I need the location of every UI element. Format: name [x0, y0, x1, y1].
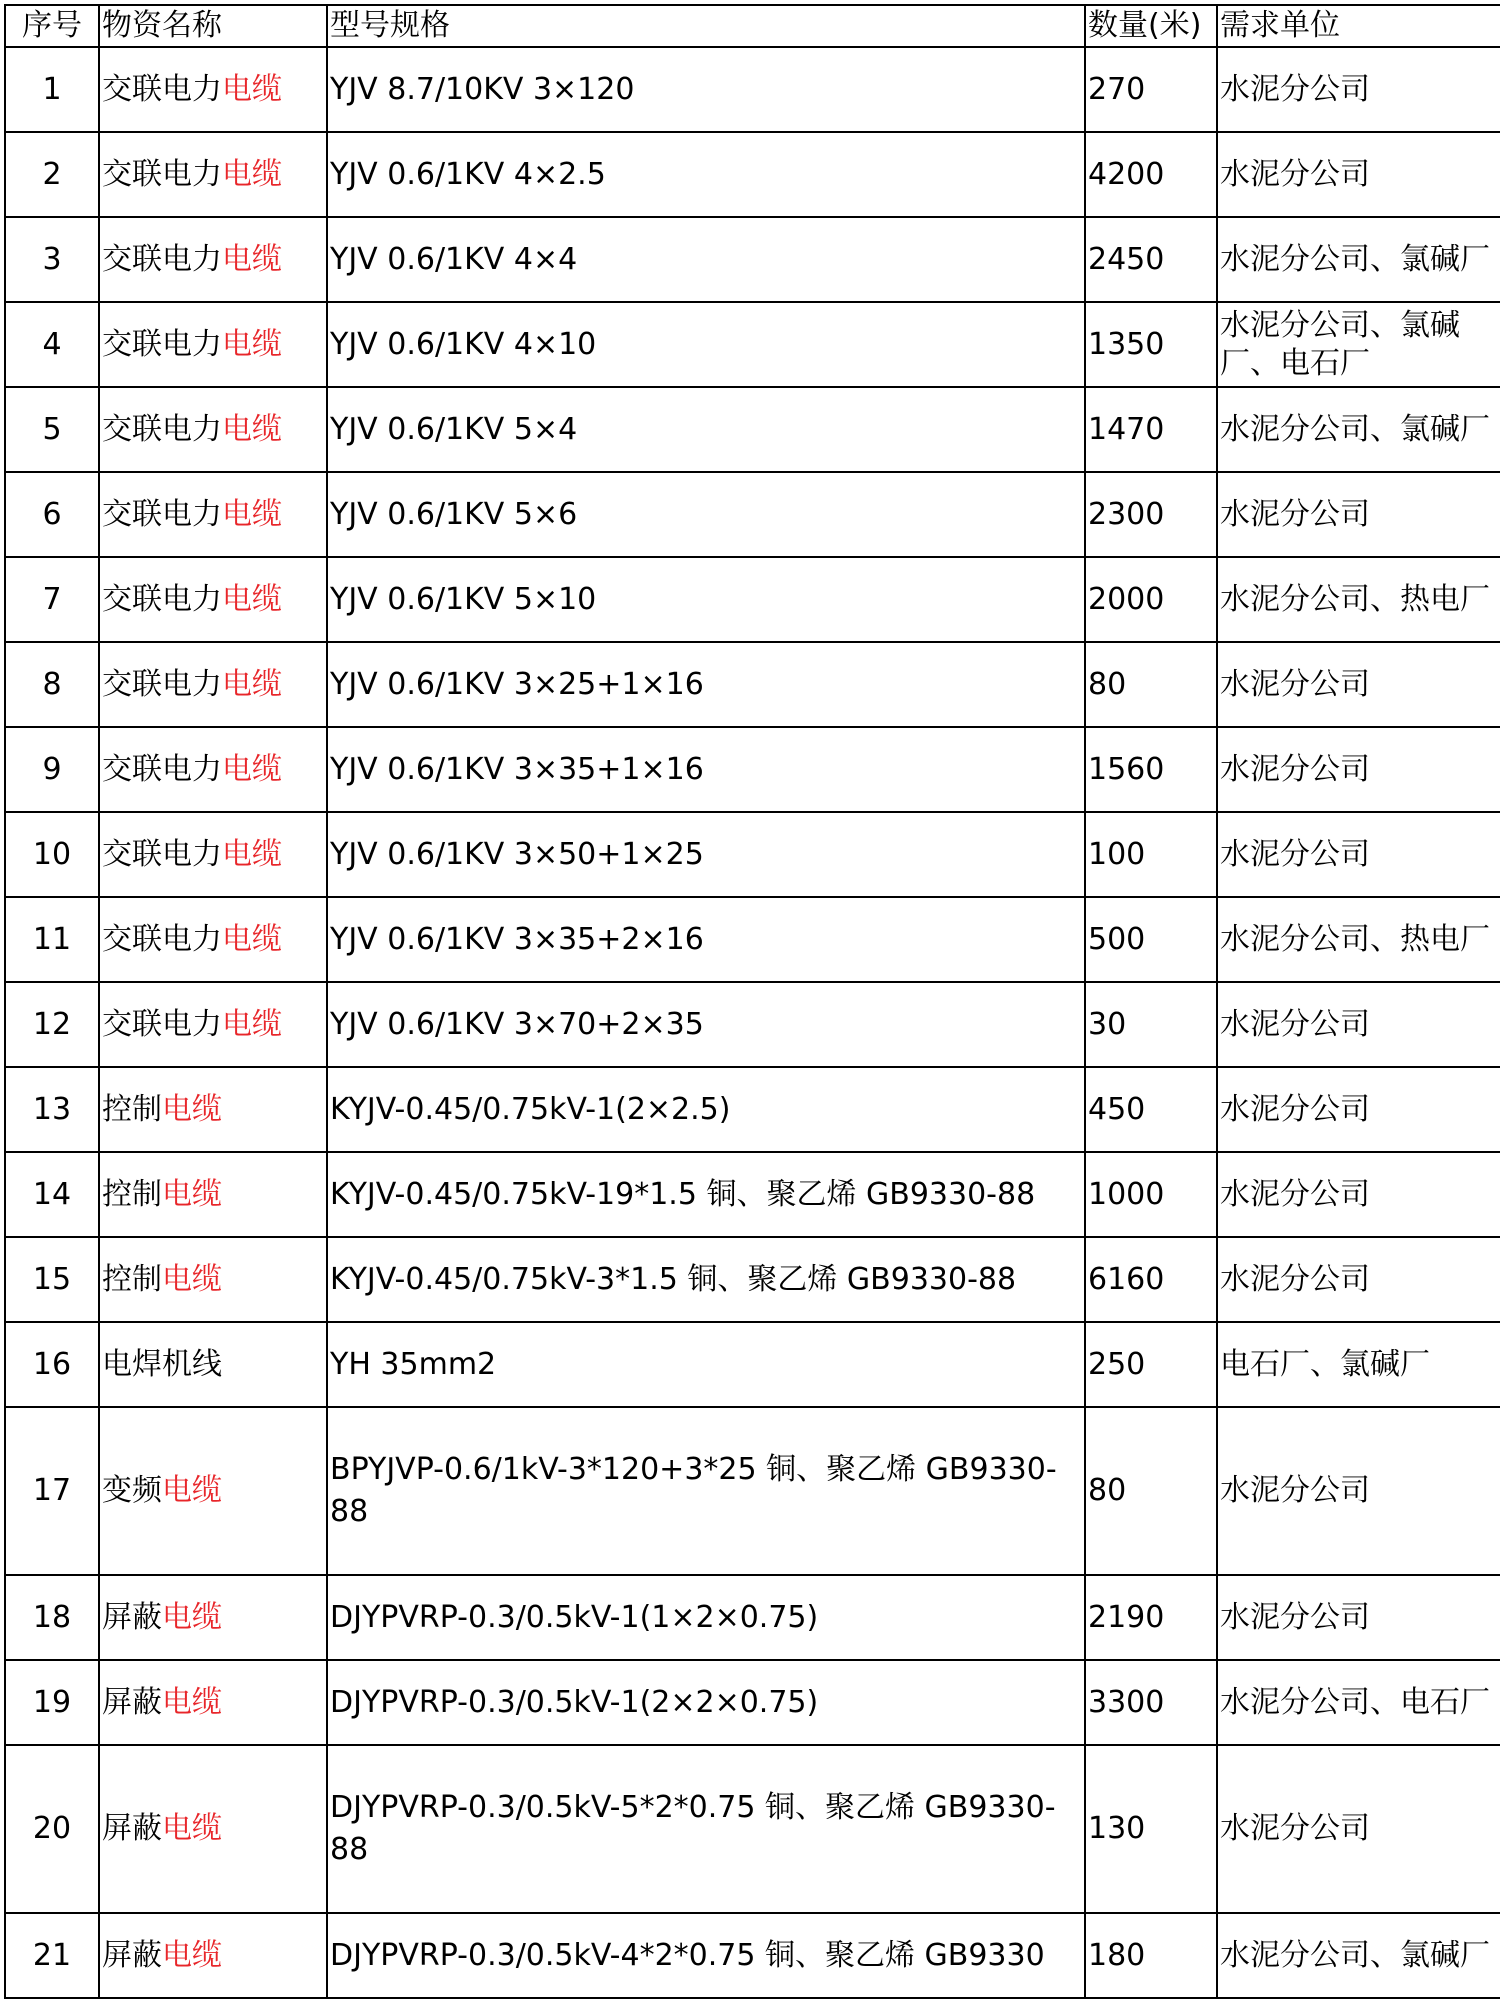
model-spec: YJV 0.6/1KV 5×4 — [327, 387, 1085, 472]
model-spec: YJV 0.6/1KV 3×35+1×16 — [327, 727, 1085, 812]
material-name — [99, 557, 327, 642]
requesting-unit: 水泥分公司、热电厂 — [1217, 557, 1500, 642]
material-name — [99, 812, 327, 897]
quantity: 4200 — [1085, 132, 1217, 217]
model-spec: DJYPVRP-0.3/0.5kV-1(2×2×0.75) — [327, 1660, 1085, 1745]
requesting-unit: 水泥分公司、电石厂 — [1217, 1660, 1500, 1745]
requesting-unit: 水泥分公司 — [1217, 1575, 1500, 1660]
material-name-highlight: 电缆 — [162, 1811, 222, 1847]
requesting-unit: 水泥分公司 — [1217, 1067, 1500, 1152]
header-spec: 型号规格 — [327, 5, 1085, 47]
material-name-text: 屏蔽 — [102, 1684, 162, 1720]
material-name-text: 屏蔽 — [102, 1811, 162, 1847]
header-unit: 需求单位 — [1217, 5, 1500, 47]
table-row — [5, 897, 1500, 982]
quantity: 180 — [1085, 1913, 1217, 1998]
quantity: 100 — [1085, 812, 1217, 897]
row-number: 8 — [5, 642, 99, 727]
material-name — [99, 387, 327, 472]
header-no: 序号 — [5, 5, 99, 47]
material-name-text: 控制 — [102, 1261, 162, 1297]
material-name — [99, 1407, 327, 1575]
material-name-highlight: 电缆 — [162, 1091, 222, 1127]
model-spec: BPYJVP-0.6/1kV-3*120+3*25 铜、聚乙烯 GB9330-88 — [327, 1407, 1085, 1575]
quantity: 80 — [1085, 1407, 1217, 1575]
requesting-unit: 水泥分公司 — [1217, 1745, 1500, 1913]
material-name-text: 交联电力 — [102, 241, 222, 277]
row-number: 1 — [5, 47, 99, 132]
requesting-unit: 水泥分公司 — [1217, 1407, 1500, 1575]
quantity: 2450 — [1085, 217, 1217, 302]
table-row — [5, 217, 1500, 302]
quantity: 250 — [1085, 1322, 1217, 1407]
model-spec: YJV 0.6/1KV 4×4 — [327, 217, 1085, 302]
material-name-highlight: 电缆 — [222, 666, 282, 702]
quantity: 3300 — [1085, 1660, 1217, 1745]
material-name-highlight: 电缆 — [222, 326, 282, 362]
material-name-highlight: 电缆 — [162, 1261, 222, 1297]
material-name-text: 控制 — [102, 1091, 162, 1127]
material-name-text: 交联电力 — [102, 156, 222, 192]
row-number: 13 — [5, 1067, 99, 1152]
row-number: 2 — [5, 132, 99, 217]
material-name — [99, 897, 327, 982]
material-name — [99, 1152, 327, 1237]
quantity: 450 — [1085, 1067, 1217, 1152]
table-row — [5, 642, 1500, 727]
material-name — [99, 1237, 327, 1322]
row-number: 16 — [5, 1322, 99, 1407]
requesting-unit: 水泥分公司、热电厂 — [1217, 897, 1500, 982]
material-name — [99, 1067, 327, 1152]
material-name-highlight: 电缆 — [162, 1684, 222, 1720]
material-name-highlight: 电缆 — [162, 1176, 222, 1212]
material-name-text: 交联电力 — [102, 921, 222, 957]
quantity: 130 — [1085, 1745, 1217, 1913]
requesting-unit: 水泥分公司、氯碱厂、电石厂 — [1217, 302, 1500, 387]
requesting-unit: 水泥分公司 — [1217, 472, 1500, 557]
row-number: 5 — [5, 387, 99, 472]
materials-table — [4, 4, 1500, 1999]
requesting-unit: 水泥分公司 — [1217, 812, 1500, 897]
row-number: 4 — [5, 302, 99, 387]
header-row — [5, 5, 1500, 47]
material-name-highlight: 电缆 — [222, 921, 282, 957]
model-spec: YJV 0.6/1KV 5×10 — [327, 557, 1085, 642]
material-name-text: 交联电力 — [102, 836, 222, 872]
requesting-unit: 水泥分公司、氯碱厂 — [1217, 387, 1500, 472]
header-qty: 数量(米) — [1085, 5, 1217, 47]
material-name-text: 交联电力 — [102, 496, 222, 532]
table-row — [5, 387, 1500, 472]
material-name-highlight: 电缆 — [222, 156, 282, 192]
material-name-text: 变频 — [102, 1473, 162, 1509]
model-spec: YJV 0.6/1KV 3×50+1×25 — [327, 812, 1085, 897]
row-number: 3 — [5, 217, 99, 302]
table-row — [5, 812, 1500, 897]
quantity: 2300 — [1085, 472, 1217, 557]
quantity: 1000 — [1085, 1152, 1217, 1237]
material-name — [99, 642, 327, 727]
requesting-unit: 水泥分公司 — [1217, 1152, 1500, 1237]
material-name-highlight: 电缆 — [222, 411, 282, 447]
table-row — [5, 982, 1500, 1067]
material-name-text: 交联电力 — [102, 326, 222, 362]
material-name — [99, 1913, 327, 1998]
material-name-text: 交联电力 — [102, 581, 222, 617]
model-spec: YJV 0.6/1KV 5×6 — [327, 472, 1085, 557]
row-number: 21 — [5, 1913, 99, 1998]
requesting-unit: 水泥分公司 — [1217, 47, 1500, 132]
material-name-text: 屏蔽 — [102, 1599, 162, 1635]
quantity: 1350 — [1085, 302, 1217, 387]
model-spec: DJYPVRP-0.3/0.5kV-1(1×2×0.75) — [327, 1575, 1085, 1660]
model-spec: YJV 0.6/1KV 3×35+2×16 — [327, 897, 1085, 982]
table-row — [5, 1237, 1500, 1322]
table-row — [5, 472, 1500, 557]
row-number: 12 — [5, 982, 99, 1067]
material-name-text: 交联电力 — [102, 411, 222, 447]
material-name-text: 交联电力 — [102, 71, 222, 107]
material-name-text: 控制 — [102, 1176, 162, 1212]
requesting-unit: 水泥分公司 — [1217, 727, 1500, 812]
table-row — [5, 557, 1500, 642]
header-name: 物资名称 — [99, 5, 327, 47]
requesting-unit: 水泥分公司、氯碱厂 — [1217, 217, 1500, 302]
row-number: 17 — [5, 1407, 99, 1575]
table-row — [5, 1913, 1500, 1998]
material-name — [99, 982, 327, 1067]
material-name-highlight: 电缆 — [222, 71, 282, 107]
table-row — [5, 1660, 1500, 1745]
table-row — [5, 1745, 1500, 1913]
requesting-unit: 水泥分公司 — [1217, 1237, 1500, 1322]
material-name-highlight: 电缆 — [222, 751, 282, 787]
quantity: 270 — [1085, 47, 1217, 132]
material-name-highlight: 电缆 — [222, 836, 282, 872]
quantity: 30 — [1085, 982, 1217, 1067]
row-number: 9 — [5, 727, 99, 812]
row-number: 20 — [5, 1745, 99, 1913]
row-number: 7 — [5, 557, 99, 642]
quantity: 1470 — [1085, 387, 1217, 472]
material-name-highlight: 电缆 — [162, 1937, 222, 1973]
quantity: 6160 — [1085, 1237, 1217, 1322]
model-spec: YJV 8.7/10KV 3×120 — [327, 47, 1085, 132]
table-row — [5, 1067, 1500, 1152]
material-name-highlight: 电缆 — [222, 581, 282, 617]
table-row — [5, 1152, 1500, 1237]
quantity: 1560 — [1085, 727, 1217, 812]
model-spec: DJYPVRP-0.3/0.5kV-5*2*0.75 铜、聚乙烯 GB9330-88 — [327, 1745, 1085, 1913]
row-number: 10 — [5, 812, 99, 897]
quantity: 2190 — [1085, 1575, 1217, 1660]
table-row — [5, 727, 1500, 812]
material-name-highlight: 电缆 — [222, 1006, 282, 1042]
material-name-highlight: 电缆 — [162, 1599, 222, 1635]
row-number: 18 — [5, 1575, 99, 1660]
model-spec: KYJV-0.45/0.75kV-3*1.5 铜、聚乙烯 GB9330-88 — [327, 1237, 1085, 1322]
row-number: 19 — [5, 1660, 99, 1745]
quantity: 2000 — [1085, 557, 1217, 642]
material-name — [99, 1745, 327, 1913]
model-spec: YJV 0.6/1KV 3×70+2×35 — [327, 982, 1085, 1067]
material-name-text: 屏蔽 — [102, 1937, 162, 1973]
table-row — [5, 1575, 1500, 1660]
table-row — [5, 302, 1500, 387]
material-name — [99, 217, 327, 302]
material-name-highlight: 电缆 — [222, 496, 282, 532]
requesting-unit: 水泥分公司 — [1217, 132, 1500, 217]
model-spec: KYJV-0.45/0.75kV-1(2×2.5) — [327, 1067, 1085, 1152]
model-spec: YH 35mm2 — [327, 1322, 1085, 1407]
material-name-text: 交联电力 — [102, 666, 222, 702]
row-number: 11 — [5, 897, 99, 982]
requesting-unit: 水泥分公司 — [1217, 642, 1500, 727]
quantity: 80 — [1085, 642, 1217, 727]
material-name — [99, 1660, 327, 1745]
material-name — [99, 302, 327, 387]
table-row — [5, 1322, 1500, 1407]
model-spec: YJV 0.6/1KV 3×25+1×16 — [327, 642, 1085, 727]
material-name-text: 交联电力 — [102, 751, 222, 787]
quantity: 500 — [1085, 897, 1217, 982]
material-name — [99, 1322, 327, 1407]
material-name — [99, 472, 327, 557]
requesting-unit: 电石厂、氯碱厂 — [1217, 1322, 1500, 1407]
row-number: 14 — [5, 1152, 99, 1237]
model-spec: DJYPVRP-0.3/0.5kV-4*2*0.75 铜、聚乙烯 GB9330 — [327, 1913, 1085, 1998]
model-spec: YJV 0.6/1KV 4×2.5 — [327, 132, 1085, 217]
material-name — [99, 132, 327, 217]
model-spec: YJV 0.6/1KV 4×10 — [327, 302, 1085, 387]
requesting-unit: 水泥分公司、氯碱厂 — [1217, 1913, 1500, 1998]
material-name-text: 交联电力 — [102, 1006, 222, 1042]
table-row — [5, 47, 1500, 132]
material-name-highlight: 电缆 — [222, 241, 282, 277]
material-name-text: 电焊机线 — [102, 1346, 222, 1382]
material-name-highlight: 电缆 — [162, 1473, 222, 1509]
material-name — [99, 47, 327, 132]
row-number: 15 — [5, 1237, 99, 1322]
material-name — [99, 1575, 327, 1660]
table-row — [5, 132, 1500, 217]
table-row — [5, 1407, 1500, 1575]
requesting-unit: 水泥分公司 — [1217, 982, 1500, 1067]
material-name — [99, 727, 327, 812]
row-number: 6 — [5, 472, 99, 557]
model-spec: KYJV-0.45/0.75kV-19*1.5 铜、聚乙烯 GB9330-88 — [327, 1152, 1085, 1237]
